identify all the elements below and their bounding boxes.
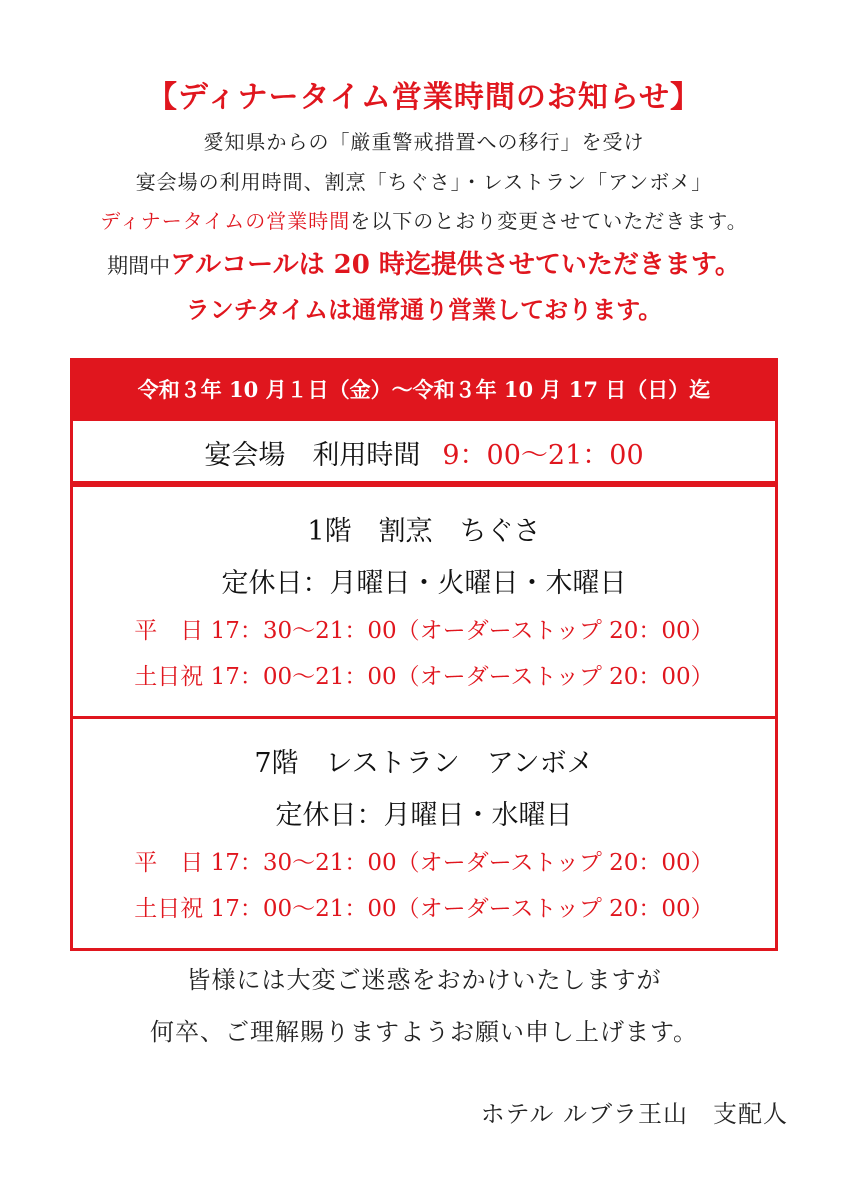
intro-line-3: [0, 205, 848, 234]
intro-line-1: 愛知県からの「厳重警戒措置への移行」を受け: [203, 130, 645, 154]
alcohol-notice-highlight: アルコールは 20 時迄提供させていただきます。: [170, 250, 741, 280]
closing-line-2: 何卒、ご理解賜りますようお願い申し上げます。: [149, 1018, 699, 1046]
alcohol-notice-prefix: 期間中: [107, 254, 171, 278]
alcohol-notice: [0, 244, 848, 281]
period-banner: 令和３年 10 月１日（金）～令和３年 10 月 17 日（日）迄: [70, 358, 778, 421]
chigusa-weekend-hours: 土日祝 17：00～21：00（オーダーストップ 20：00）: [134, 664, 714, 690]
banquet-hours: [73, 433, 775, 472]
ambo-closed-days: 定休日：月曜日・水曜日: [275, 800, 573, 831]
ambo-name: 7階 レストラン アンボメ: [254, 748, 594, 779]
banquet-time: 9：00～21：00: [442, 440, 644, 471]
lunch-notice: ランチタイムは通常通り営業しております。: [185, 295, 663, 324]
banquet-section: [70, 421, 778, 484]
chigusa-name: 1階 割烹 ちぐさ: [307, 516, 541, 547]
intro-line-3-highlight: ディナータイムの営業時間: [100, 209, 351, 233]
ambo-section: [70, 716, 778, 951]
ambo-weekend-hours: 土日祝 17：00～21：00（オーダーストップ 20：00）: [134, 896, 714, 922]
chigusa-section: [70, 484, 778, 719]
ambo-weekday-hours: 平 日 17：30～21：00（オーダーストップ 20：00）: [134, 850, 714, 876]
banquet-label: 宴会場 利用時間: [204, 440, 421, 471]
chigusa-closed-days: 定休日：月曜日・火曜日・木曜日: [221, 568, 627, 599]
intro-line-3-rest: を以下のとおり変更させていただきます。: [350, 209, 748, 233]
chigusa-weekday-hours: 平 日 17：30～21：00（オーダーストップ 20：00）: [134, 618, 714, 644]
schedule-box: [70, 358, 778, 948]
closing-line-1: 皆様には大変ご迷惑をおかけいたしますが: [186, 966, 662, 994]
notice-title: 【ディナータイム営業時間のお知らせ】: [146, 80, 702, 115]
intro-line-2: 宴会場の利用時間、割烹「ちぐさ」・レストラン「アンボメ」: [135, 170, 713, 194]
signature: ホテル ルブラ王山 支配人: [480, 1100, 788, 1128]
